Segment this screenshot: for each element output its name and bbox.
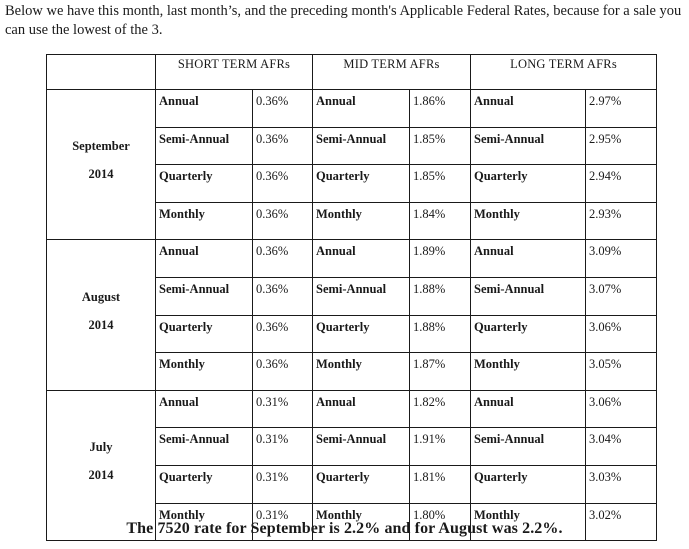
short-term-label-cell: Annual (156, 240, 253, 278)
short-term-label-cell: Quarterly (156, 315, 253, 353)
mid-term-rate-cell: 1.91% (410, 428, 471, 466)
short-term-label-cell: Semi-Annual (156, 127, 253, 165)
mid-term-rate-cell: 1.85% (410, 127, 471, 165)
long-term-rate-cell: 3.06% (586, 390, 657, 428)
long-term-rate-cell: 2.93% (586, 202, 657, 240)
period-month: September (72, 139, 130, 154)
short-term-rate-cell: 0.36% (253, 202, 313, 240)
long-term-rate-cell: 3.03% (586, 465, 657, 503)
long-term-rate-cell: 3.06% (586, 315, 657, 353)
header-short-term-label: SHORT TERM AFRs (177, 56, 291, 71)
mid-term-rate-cell: 1.84% (410, 202, 471, 240)
short-term-label-cell: Annual (156, 390, 253, 428)
mid-term-rate-cell: 1.80% (410, 503, 471, 541)
long-term-label-cell: Quarterly (471, 165, 586, 203)
header-short-term (156, 55, 313, 90)
mid-term-rate-cell: 1.88% (410, 315, 471, 353)
mid-term-label-cell: Semi-Annual (313, 428, 410, 466)
short-term-label-cell: Annual (156, 90, 253, 128)
mid-term-label-cell: Quarterly (313, 465, 410, 503)
long-term-label-cell: Quarterly (471, 315, 586, 353)
long-term-rate-cell: 2.95% (586, 127, 657, 165)
mid-term-rate-cell: 1.86% (410, 90, 471, 128)
mid-term-label-cell: Annual (313, 90, 410, 128)
long-term-label-cell: Annual (471, 390, 586, 428)
short-term-label-cell: Monthly (156, 202, 253, 240)
mid-term-label-cell: Quarterly (313, 315, 410, 353)
long-term-label-cell: Annual (471, 90, 586, 128)
mid-term-label-cell: Annual (313, 240, 410, 278)
long-term-label-cell: Annual (471, 240, 586, 278)
short-term-rate-cell: 0.36% (253, 165, 313, 203)
long-term-label-cell: Quarterly (471, 465, 586, 503)
table-row (47, 240, 657, 278)
period-year: 2014 (88, 167, 114, 182)
short-term-rate-cell: 0.36% (253, 315, 313, 353)
period-cell (47, 390, 156, 540)
header-corner-cell (47, 55, 156, 90)
mid-term-label-cell: Quarterly (313, 165, 410, 203)
long-term-label-cell: Monthly (471, 503, 586, 541)
long-term-rate-cell: 3.09% (586, 240, 657, 278)
mid-term-label-cell: Monthly (313, 202, 410, 240)
mid-term-label-cell: Semi-Annual (313, 127, 410, 165)
period-year: 2014 (88, 467, 114, 482)
short-term-rate-cell: 0.31% (253, 390, 313, 428)
short-term-label-cell: Semi-Annual (156, 428, 253, 466)
long-term-rate-cell: 3.04% (586, 428, 657, 466)
long-term-label-cell: Monthly (471, 202, 586, 240)
short-term-rate-cell: 0.36% (253, 127, 313, 165)
header-mid-term-label: MID TERM AFRs (343, 56, 440, 71)
short-term-label-cell: Semi-Annual (156, 277, 253, 315)
period-month: July (89, 439, 113, 454)
short-term-label-cell: Quarterly (156, 165, 253, 203)
mid-term-rate-cell: 1.82% (410, 390, 471, 428)
mid-term-label-cell: Monthly (313, 503, 410, 541)
long-term-rate-cell: 2.97% (586, 90, 657, 128)
mid-term-label-cell: Monthly (313, 353, 410, 391)
period-month: August (81, 289, 121, 304)
short-term-label-cell: Quarterly (156, 465, 253, 503)
afr-table-body (47, 90, 657, 541)
long-term-label-cell: Semi-Annual (471, 277, 586, 315)
header-long-term (471, 55, 657, 90)
long-term-rate-cell: 3.02% (586, 503, 657, 541)
long-term-label-cell: Semi-Annual (471, 428, 586, 466)
long-term-label-cell: Monthly (471, 353, 586, 391)
short-term-label-cell: Monthly (156, 503, 253, 541)
mid-term-label-cell: Annual (313, 390, 410, 428)
long-term-rate-cell: 2.94% (586, 165, 657, 203)
mid-term-label-cell: Semi-Annual (313, 277, 410, 315)
table-row (47, 90, 657, 128)
period-cell (47, 240, 156, 390)
long-term-rate-cell: 3.07% (586, 277, 657, 315)
period-cell (47, 90, 156, 240)
short-term-rate-cell: 0.36% (253, 90, 313, 128)
short-term-rate-cell: 0.36% (253, 277, 313, 315)
header-mid-term (313, 55, 471, 90)
short-term-rate-cell: 0.31% (253, 503, 313, 541)
rate-7520-note: The 7520 rate for September is 2.2% and for August was 2.2%. (126, 520, 563, 537)
header-long-term-label: LONG TERM AFRs (510, 56, 617, 71)
header-row (47, 55, 657, 90)
short-term-rate-cell: 0.36% (253, 240, 313, 278)
short-term-rate-cell: 0.31% (253, 428, 313, 466)
short-term-rate-cell: 0.36% (253, 353, 313, 391)
mid-term-rate-cell: 1.81% (410, 465, 471, 503)
mid-term-rate-cell: 1.85% (410, 165, 471, 203)
short-term-rate-cell: 0.31% (253, 465, 313, 503)
period-year: 2014 (88, 317, 114, 332)
mid-term-rate-cell: 1.88% (410, 277, 471, 315)
afr-rates-table (46, 54, 657, 541)
long-term-label-cell: Semi-Annual (471, 127, 586, 165)
intro-paragraph: Below we have this month, last month’s, and the preceding month's Applicable Federal Rates, because for a sale you can use the lowest of the 3. (5, 3, 682, 38)
table-row (47, 390, 657, 428)
mid-term-rate-cell: 1.89% (410, 240, 471, 278)
short-term-label-cell: Monthly (156, 353, 253, 391)
mid-term-rate-cell: 1.87% (410, 353, 471, 391)
long-term-rate-cell: 3.05% (586, 353, 657, 391)
